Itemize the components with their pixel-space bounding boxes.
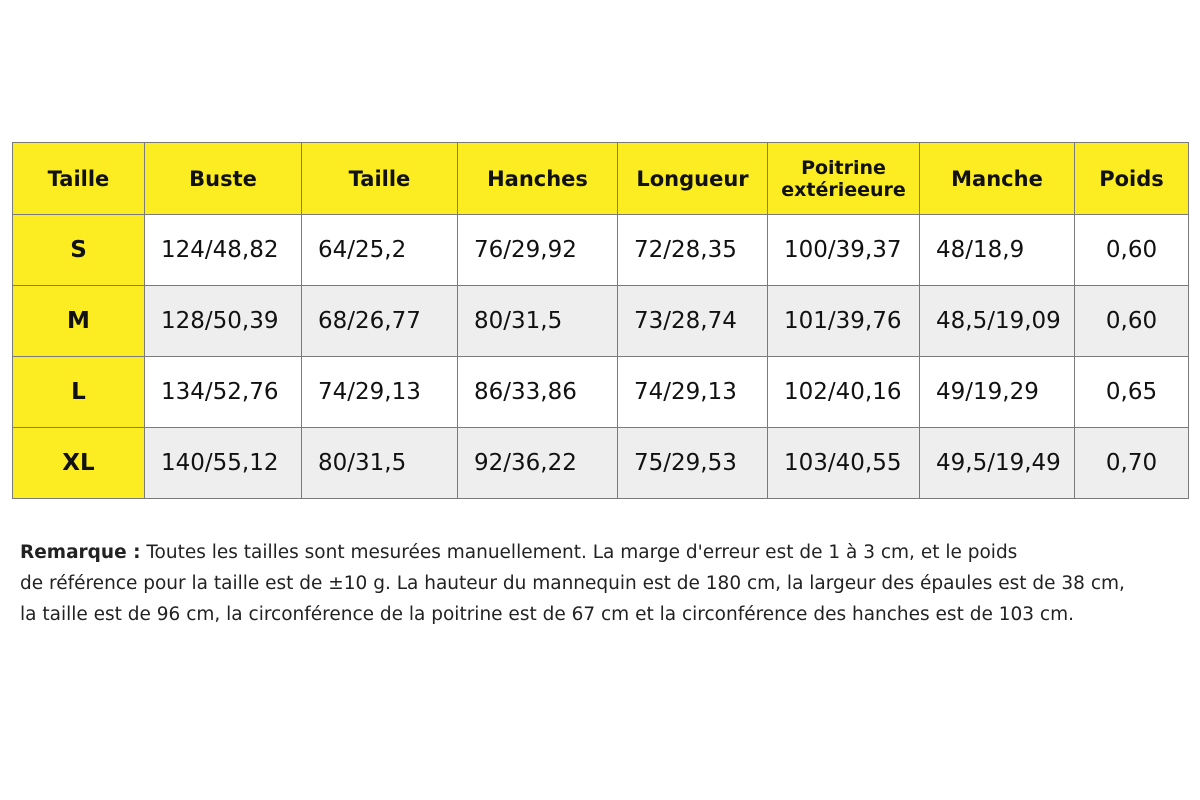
header-weight: Poids: [1075, 143, 1189, 215]
length-value: 74/29,13: [618, 357, 768, 428]
sleeve-value: 49/19,29: [920, 357, 1075, 428]
remark-line: de référence pour la taille est de ±10 g. La hauteur du mannequin est de 180 cm, la largeur des épaules est de 38 cm,: [20, 573, 1125, 594]
hips-value: 76/29,92: [458, 215, 618, 286]
remark-label: Remarque :: [20, 542, 141, 563]
table-row: [13, 286, 1189, 357]
header-outer-chest: Poitrine extérieeure: [768, 143, 920, 215]
table-row: [13, 428, 1189, 499]
length-value: 73/28,74: [618, 286, 768, 357]
size-label: S: [13, 215, 145, 286]
table-row: [13, 357, 1189, 428]
waist-value: 68/26,77: [302, 286, 458, 357]
bust-value: 124/48,82: [145, 215, 302, 286]
header-bust: Buste: [145, 143, 302, 215]
table-header-row: [13, 143, 1189, 215]
remark-line: la taille est de 96 cm, la circonférence de la poitrine est de 67 cm et la circonférence des hanches est de 103 cm.: [20, 604, 1074, 625]
length-value: 72/28,35: [618, 215, 768, 286]
weight-value: 0,60: [1075, 286, 1189, 357]
outer-chest-value: 101/39,76: [768, 286, 920, 357]
bust-value: 140/55,12: [145, 428, 302, 499]
header-waist: Taille: [302, 143, 458, 215]
remark-line: [20, 537, 1180, 568]
outer-chest-value: 100/39,37: [768, 215, 920, 286]
sleeve-value: 49,5/19,49: [920, 428, 1075, 499]
waist-value: 80/31,5: [302, 428, 458, 499]
hips-value: 80/31,5: [458, 286, 618, 357]
length-value: 75/29,53: [618, 428, 768, 499]
outer-chest-value: 102/40,16: [768, 357, 920, 428]
header-hips: Hanches: [458, 143, 618, 215]
size-label: XL: [13, 428, 145, 499]
outer-chest-value: 103/40,55: [768, 428, 920, 499]
header-length: Longueur: [618, 143, 768, 215]
weight-value: 0,65: [1075, 357, 1189, 428]
remark-note: [20, 537, 1180, 630]
table-row: [13, 215, 1189, 286]
waist-value: 74/29,13: [302, 357, 458, 428]
weight-value: 0,70: [1075, 428, 1189, 499]
size-label: M: [13, 286, 145, 357]
bust-value: 128/50,39: [145, 286, 302, 357]
remark-text: Toutes les tailles sont mesurées manuellement. La marge d'erreur est de 1 à 3 cm, et le poids: [140, 542, 1018, 563]
sleeve-value: 48/18,9: [920, 215, 1075, 286]
size-chart-table: [12, 142, 1189, 499]
hips-value: 86/33,86: [458, 357, 618, 428]
header-sleeve: Manche: [920, 143, 1075, 215]
bust-value: 134/52,76: [145, 357, 302, 428]
size-label: L: [13, 357, 145, 428]
sleeve-value: 48,5/19,09: [920, 286, 1075, 357]
hips-value: 92/36,22: [458, 428, 618, 499]
header-size: Taille: [13, 143, 145, 215]
waist-value: 64/25,2: [302, 215, 458, 286]
weight-value: 0,60: [1075, 215, 1189, 286]
